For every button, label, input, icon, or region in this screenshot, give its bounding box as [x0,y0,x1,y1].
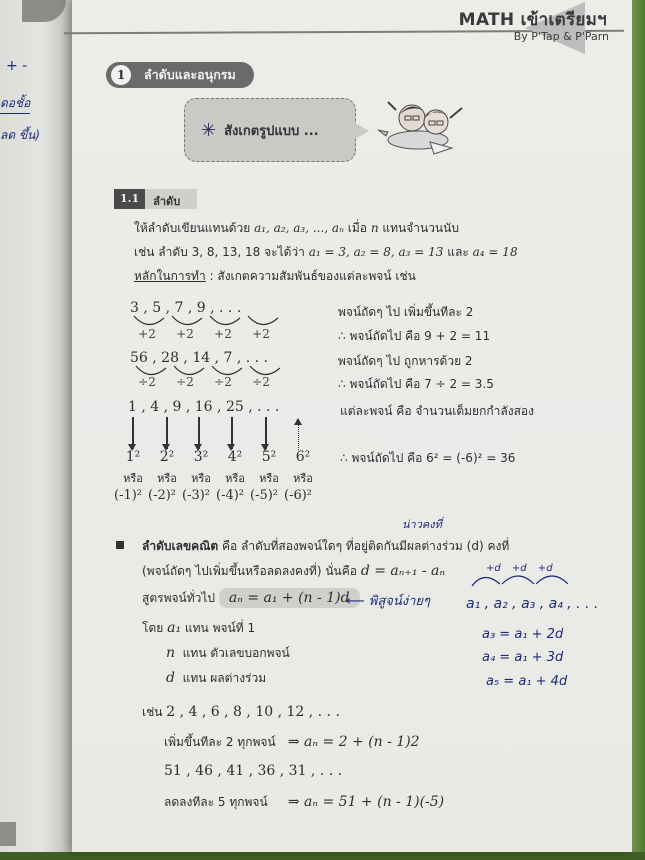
square-term: 5² [261,449,277,465]
section-heading [114,189,197,209]
arrow-down-icon [231,417,233,449]
where-line-1 [142,619,255,638]
principle-label: หลักในการทำ [134,269,206,283]
chapter-number: 1 [108,62,134,88]
where-meaning: แทน ผลต่างร่วม [182,671,267,685]
neg-square-term: (-4)² [216,488,245,503]
arrow-down-icon [198,417,200,449]
arithmetic-definition [142,537,509,556]
bullet-square-icon [116,541,124,549]
where-meaning: แทน พจน์ที่ 1 [184,621,256,635]
handwritten-plus-d: +d +d +d [486,563,553,574]
example-1-arith-desc: เพิ่มขึ้นทีละ 2 ทุกพจน์ [164,735,276,749]
handwritten-eq-2: a₄ = a₁ + 3d [482,650,564,665]
intro-line-2 [134,243,518,262]
definition-text: คือ ลำดับที่สองพจน์ใดๆ ที่อยู่ติดกันมีผลต่างร่วม (d) คงที่ [218,539,510,553]
term-bold: ลำดับเลขคณิต [142,539,219,553]
line2-text: (พจน์ถัดๆ ไปเพิ่มขึ้นหรือลดลงคงที่) นั่นคือ [142,564,357,578]
example-1-arith-line [164,733,420,752]
example-2-arith-desc: ลดลงทีละ 5 ทุกพจน์ [164,795,268,809]
where-symbol: d [166,670,175,686]
asterisk-icon: ✳ [201,119,217,141]
example-3-result: ∴ พจน์ถัดไป คือ 6² = (-6)² = 36 [340,451,516,465]
step-label: ÷2 [176,375,194,389]
step-label: +2 [214,327,232,341]
where-prefix: โดย [142,621,164,635]
or-label: หรือ [123,472,143,485]
arithmetic-line-2 [142,562,445,581]
example-prefix: เช่น [142,705,163,719]
step-label: ÷2 [214,375,232,389]
intro-text: เช่น ลำดับ 3, 8, 13, 18 จะได้ว่า [134,245,305,259]
example-1-arith-sequence: 2 , 4 , 6 , 8 , 10 , 12 , . . . [166,704,340,720]
neg-square-term: (-3)² [182,488,211,503]
example-2-arith-sequence: 51 , 46 , 41 , 36 , 31 , . . . [164,763,343,779]
left-page-header-shape [22,0,66,22]
example-2-result: ∴ พจน์ถัดไป คือ 7 ÷ 2 = 3.5 [338,377,494,391]
square-term: 3² [193,449,209,465]
section-number: 1.1 [114,189,145,209]
arrow-down-icon [132,417,134,449]
margin-note-3: ลด ขึ้น) [0,128,41,142]
example-1-sequence: 3 , 5 , 7 , 9 , . . . [130,300,242,316]
example-3-sequence: 1 , 4 , 9 , 16 , 25 , . . . [128,399,280,415]
square-term: 2² [159,449,175,465]
background-table-bottom [0,852,645,860]
neg-square-term: (-6)² [284,488,313,503]
left-page-tab [0,822,16,846]
intro-text: เมื่อ [347,221,367,235]
arrow-up-dotted-icon [298,424,299,450]
section-title: ลำดับ [145,189,197,209]
step-label: ÷2 [252,375,270,389]
background-table-right [630,0,645,860]
handwritten-sequence: a₁ , a₂ , a₃ , a₄ , . . . [466,596,599,612]
or-label: หรือ [157,472,177,485]
example-2-desc: พจน์ถัดๆ ไป ถูกหารด้วย 2 [338,354,473,368]
chapter-title: ลำดับและอนุกรม [144,67,236,82]
margin-note-1: + - [6,58,28,74]
where-symbol: n [166,645,176,661]
principle-text: : สังเกตความสัมพันธ์ของแต่ละพจน์ เช่น [205,269,416,283]
intro-math: n [370,221,379,235]
example-3-desc: แต่ละพจน์ คือ จำนวนเต็มยกกำลังสอง [340,404,534,418]
intro-math: a₁, a₂, a₃, ..., aₙ [254,221,344,235]
mascot-illustration-icon [378,96,470,158]
example-1-result: ∴ พจน์ถัดไป คือ 9 + 2 = 11 [338,329,491,343]
step-label: +2 [252,327,270,341]
handwritten-arrow-note: ⟵ พิสูจน์ง่ายๆ [346,594,431,609]
or-label: หรือ [259,472,279,485]
intro-math: a₄ = 18 [472,245,518,259]
curved-arrows-icon [128,314,288,328]
example-2-sequence: 56 , 28 , 14 , 7 , . . . [130,350,269,366]
or-label: หรือ [293,472,313,485]
example-1-steps [128,327,280,341]
arrow-down-icon [166,417,168,449]
example-1-desc: พจน์ถัดๆ ไป เพิ่มขึ้นทีละ 2 [338,305,474,319]
intro-math: a₁ = 3, a₂ = 8, a₃ = 13 [308,245,444,259]
book-authors: By P'Tap & P'Parn [513,30,609,43]
step-label: +2 [138,327,156,341]
callout-bubble [184,98,356,162]
step-label: +2 [176,327,194,341]
where-meaning: แทน ตัวเลขบอกพจน์ [182,646,290,660]
example-2-steps [128,375,280,389]
neg-square-term: (-5)² [250,488,279,503]
general-term-formula: aₙ = a₁ + (n - 1)d [219,588,360,608]
principle-line [134,267,416,286]
neg-square-term: (-1)² [114,488,143,503]
intro-text: แทนจำนวนนับ [382,221,459,235]
or-label: หรือ [191,472,211,485]
left-page-edge [0,0,78,852]
where-line-3 [166,669,266,688]
arrow-down-icon [265,417,267,449]
example-line [142,703,340,722]
example-2-arith-formula: ⇒ aₙ = 51 + (n - 1)(-5) [287,794,445,810]
book-title: MATH เข้าเตรียมฯ [458,10,607,30]
square-term: 1² [125,449,141,465]
margin-note-2: ดอชั้อ [0,94,30,114]
example-1-arith-formula: ⇒ aₙ = 2 + (n - 1)2 [287,734,420,750]
handwritten-eq-1: a₃ = a₁ + 2d [482,627,564,642]
handnote-constant: น่าวคงที่ [402,518,442,531]
difference-formula: d = aₙ₊₁ - aₙ [360,563,446,579]
chapter-heading [106,62,254,88]
intro-line-1 [134,219,459,238]
or-row [116,469,320,487]
squares-row [116,449,320,465]
general-term-line [142,588,360,608]
or-label: หรือ [225,472,245,485]
example-2-arith-line [164,793,444,812]
callout-text: สังเกตรูปแบบ ... [224,123,319,139]
negative-squares-row [114,488,318,503]
square-term: 6² [295,449,311,465]
intro-text: และ [447,245,469,259]
handwritten-eq-3: a₅ = a₁ + 4d [486,674,568,689]
intro-text: ให้ลำดับเขียนแทนด้วย [134,221,251,235]
neg-square-term: (-2)² [148,488,177,503]
where-symbol: a₁ [167,620,182,636]
where-line-2 [166,644,290,663]
square-term: 4² [227,449,243,465]
general-term-label: สูตรพจน์ทั่วไป [142,591,216,605]
step-label: ÷2 [138,375,156,389]
